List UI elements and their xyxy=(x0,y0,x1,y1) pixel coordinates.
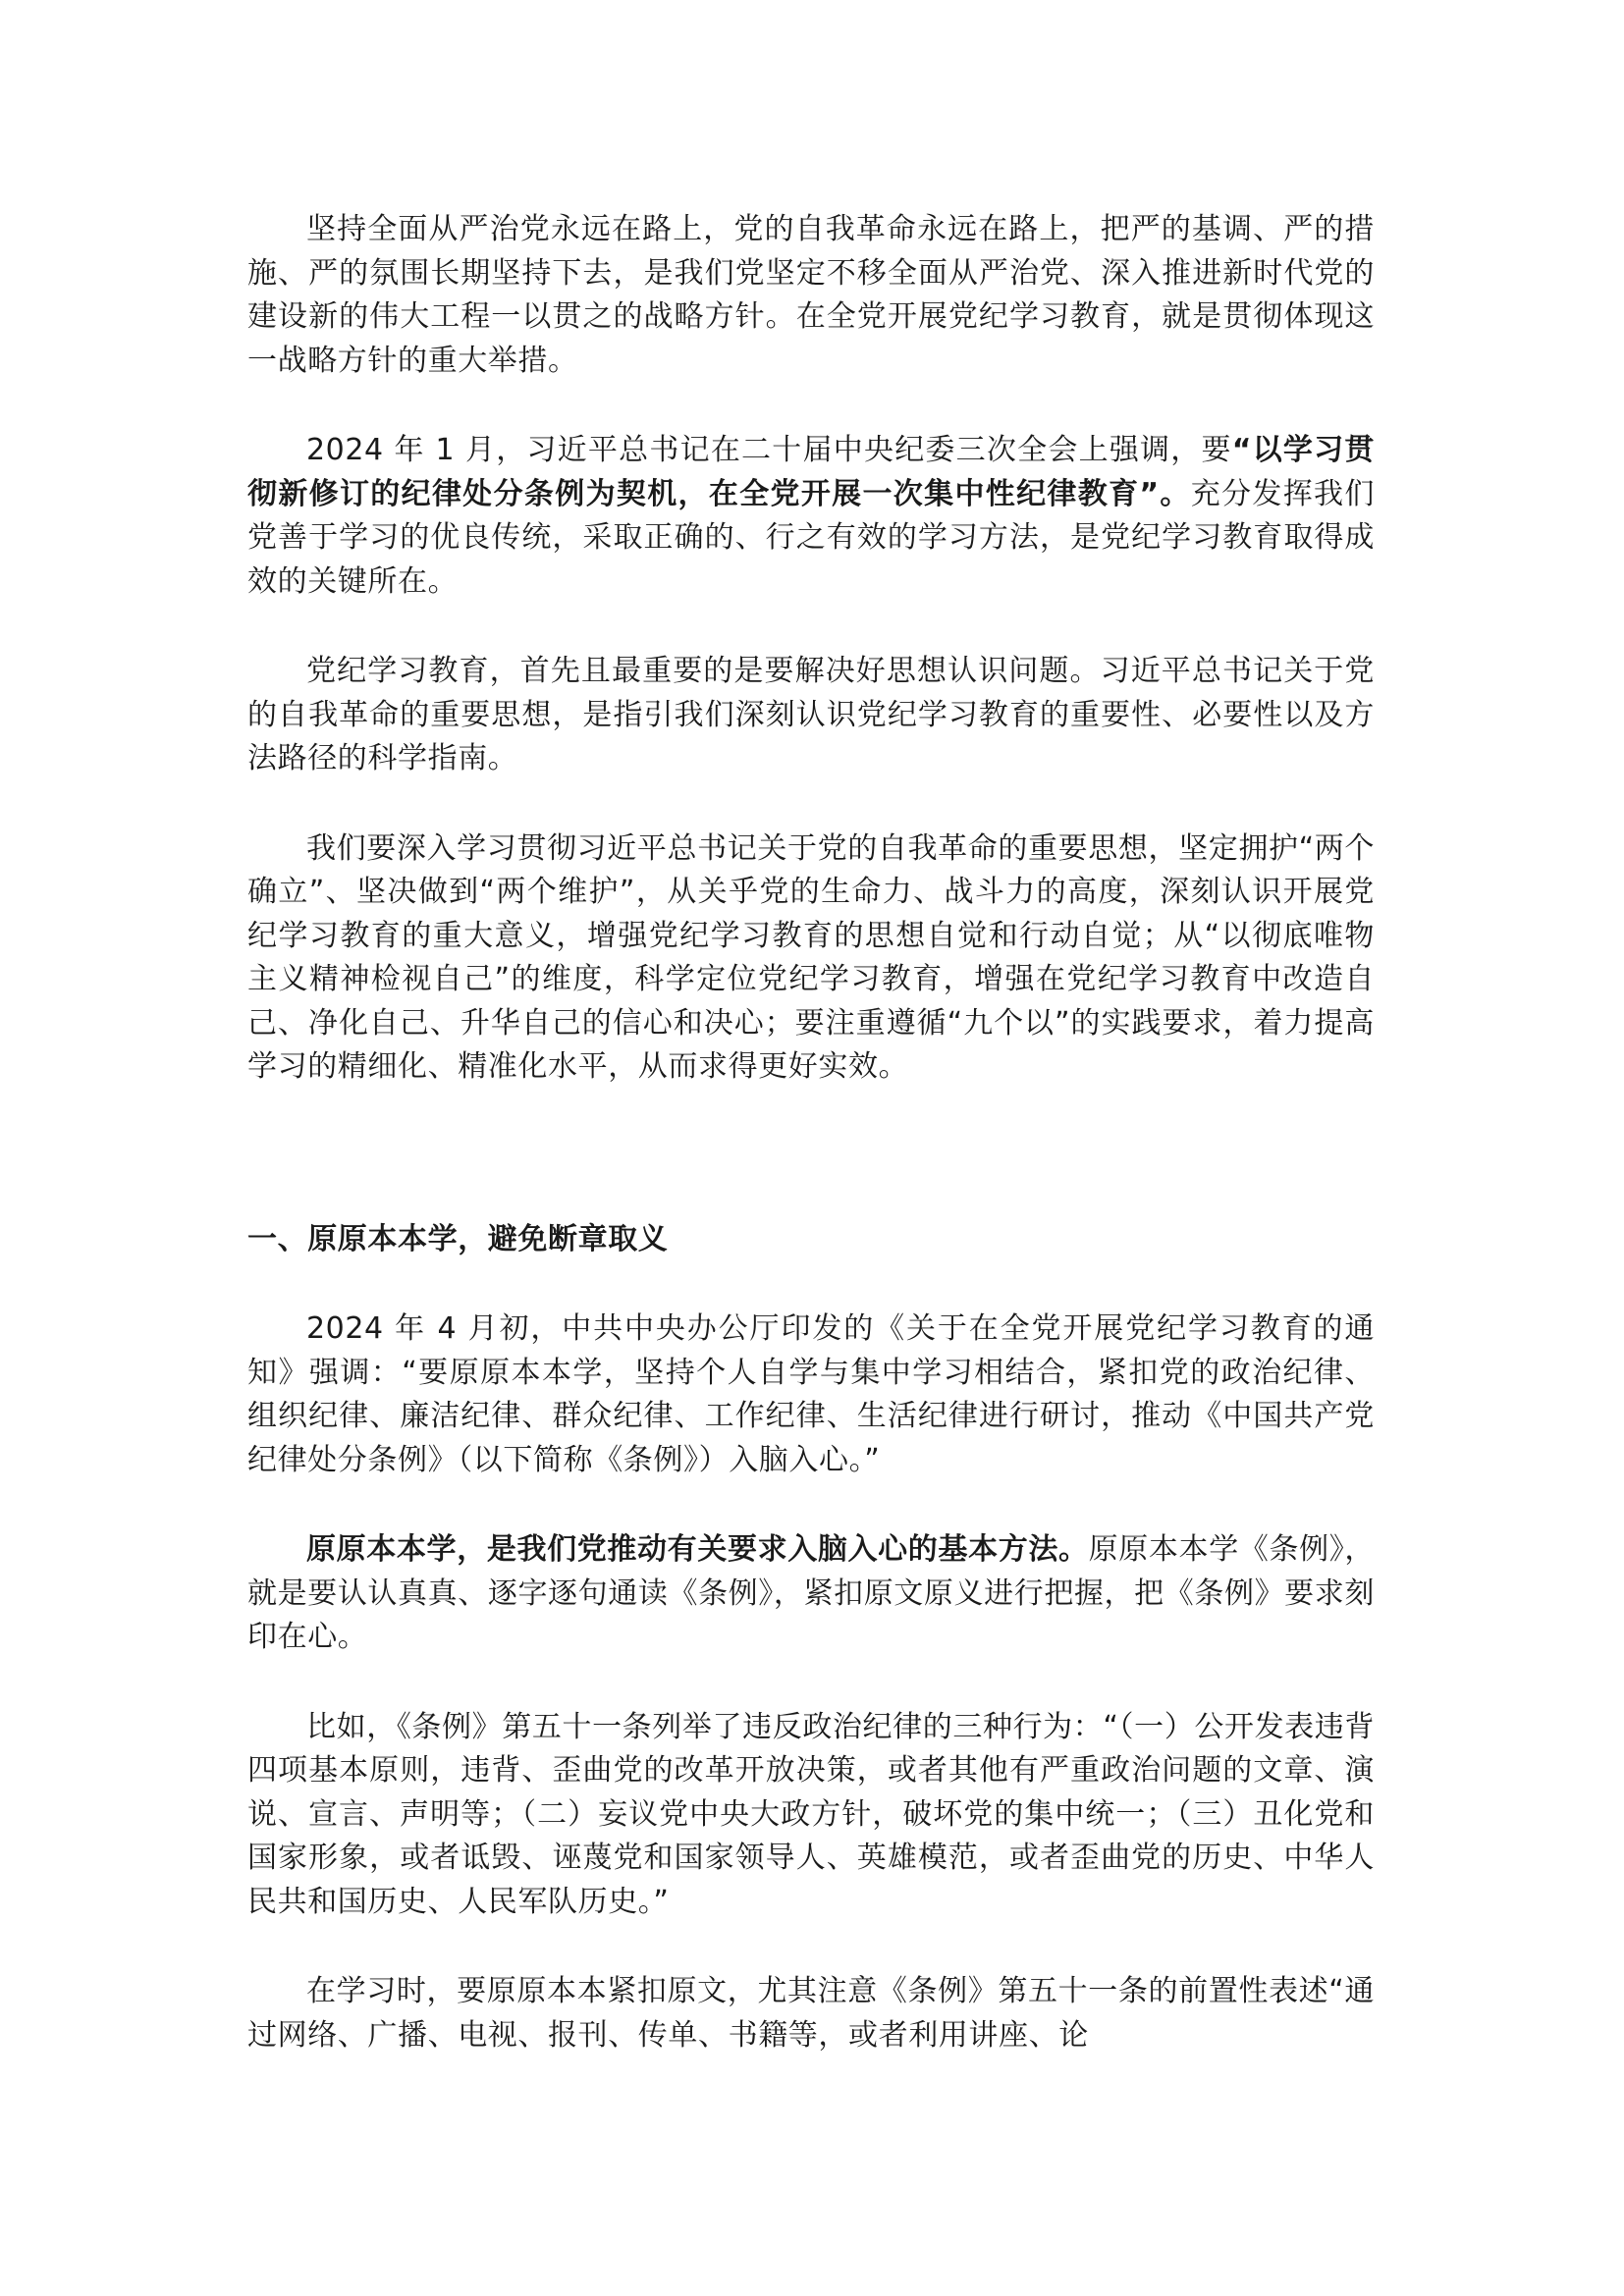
paragraph-6-bold-lead: 原原本本学，是我们党推动有关要求入脑入心的基本方法。 xyxy=(306,1532,1089,1567)
paragraph-2-text-a: 2024 年 1 月，习近平总书记在二十届中央纪委三次全会上强调，要 xyxy=(306,433,1232,467)
paragraph-6 xyxy=(247,1528,1375,1660)
paragraph-7: 比如，《条例》第五十一条列举了违反政治纪律的三种行为：“（一）公开发表违背四项基本原则，违背、歪曲党的改革开放决策，或者其他有严重政治问题的文章、演说、宣言、声明等；（二）妄议党中央大政方针，破坏党的集中统一；（三）丑化党和国家形象，或者诋毁、诬蔑党和国家领导人、英雄模范，或者歪曲党的历史、中华人民共和国历史、人民军队历史。” xyxy=(247,1709,1375,1919)
document-page xyxy=(247,208,1375,2057)
section-heading-1: 一、原原本本学，避免断章取义 xyxy=(247,1221,669,1256)
paragraph-6-text: 原原本本学《条例》，就是要认认真真、逐字逐句通读《条例》，紧扣原文原义进行把握，把《条例》要求刻印在心。 xyxy=(247,1532,1375,1654)
paragraph-1: 坚持全面从严治党永远在路上，党的自我革命永远在路上，把严的基调、严的措施、严的氛围长期坚持下去，是我们党坚定不移全面从严治党、深入推进新时代党的建设新的伟大工程一以贯之的战略方针。在全党开展党纪学习教育，就是贯彻体现这一战略方针的重大举措。 xyxy=(247,212,1375,378)
paragraph-2-text-c: 充分发挥我们党善于学习的优良传统，采取正确的、行之有效的学习方法，是党纪学习教育取得成效的关键所在。 xyxy=(247,476,1375,599)
paragraph-5: 2024 年 4 月初，中共中央办公厅印发的《关于在全党开展党纪学习教育的通知》强调：“要原原本本学，坚持个人自学与集中学习相结合，紧扣党的政治纪律、组织纪律、廉洁纪律、群众纪律、工作纪律、生活纪律进行研讨，推动《中国共产党纪律处分条例》（以下简称《条例》）入脑入心。” xyxy=(247,1311,1375,1477)
paragraph-3: 党纪学习教育，首先且最重要的是要解决好思想认识问题。习近平总书记关于党的自我革命的重要思想，是指引我们深刻认识党纪学习教育的重要性、必要性以及方法路径的科学指南。 xyxy=(247,654,1375,775)
paragraph-2 xyxy=(247,429,1375,604)
paragraph-2-bold-quote: “以学习贯彻新修订的纪律处分条例为契机，在全党开展一次集中性纪律教育”。 xyxy=(247,433,1375,511)
paragraph-8: 在学习时，要原原本本紧扣原文，尤其注意《条例》第五十一条的前置性表述“通过网络、广播、电视、报刊、传单、书籍等，或者利用讲座、论 xyxy=(247,1974,1375,2053)
paragraph-4: 我们要深入学习贯彻习近平总书记关于党的自我革命的重要思想，坚定拥护“两个确立”、坚决做到“两个维护”，从关乎党的生命力、战斗力的高度，深刻认识开展党纪学习教育的重大意义，增强党纪学习教育的思想自觉和行动自觉；从“以彻底唯物主义精神检视自己”的维度，科学定位党纪学习教育，增强在党纪学习教育中改造自己、净化自己、升华自己的信心和决心；要注重遵循“九个以”的实践要求，着力提高学习的精细化、精准化水平，从而求得更好实效。 xyxy=(247,830,1375,1084)
